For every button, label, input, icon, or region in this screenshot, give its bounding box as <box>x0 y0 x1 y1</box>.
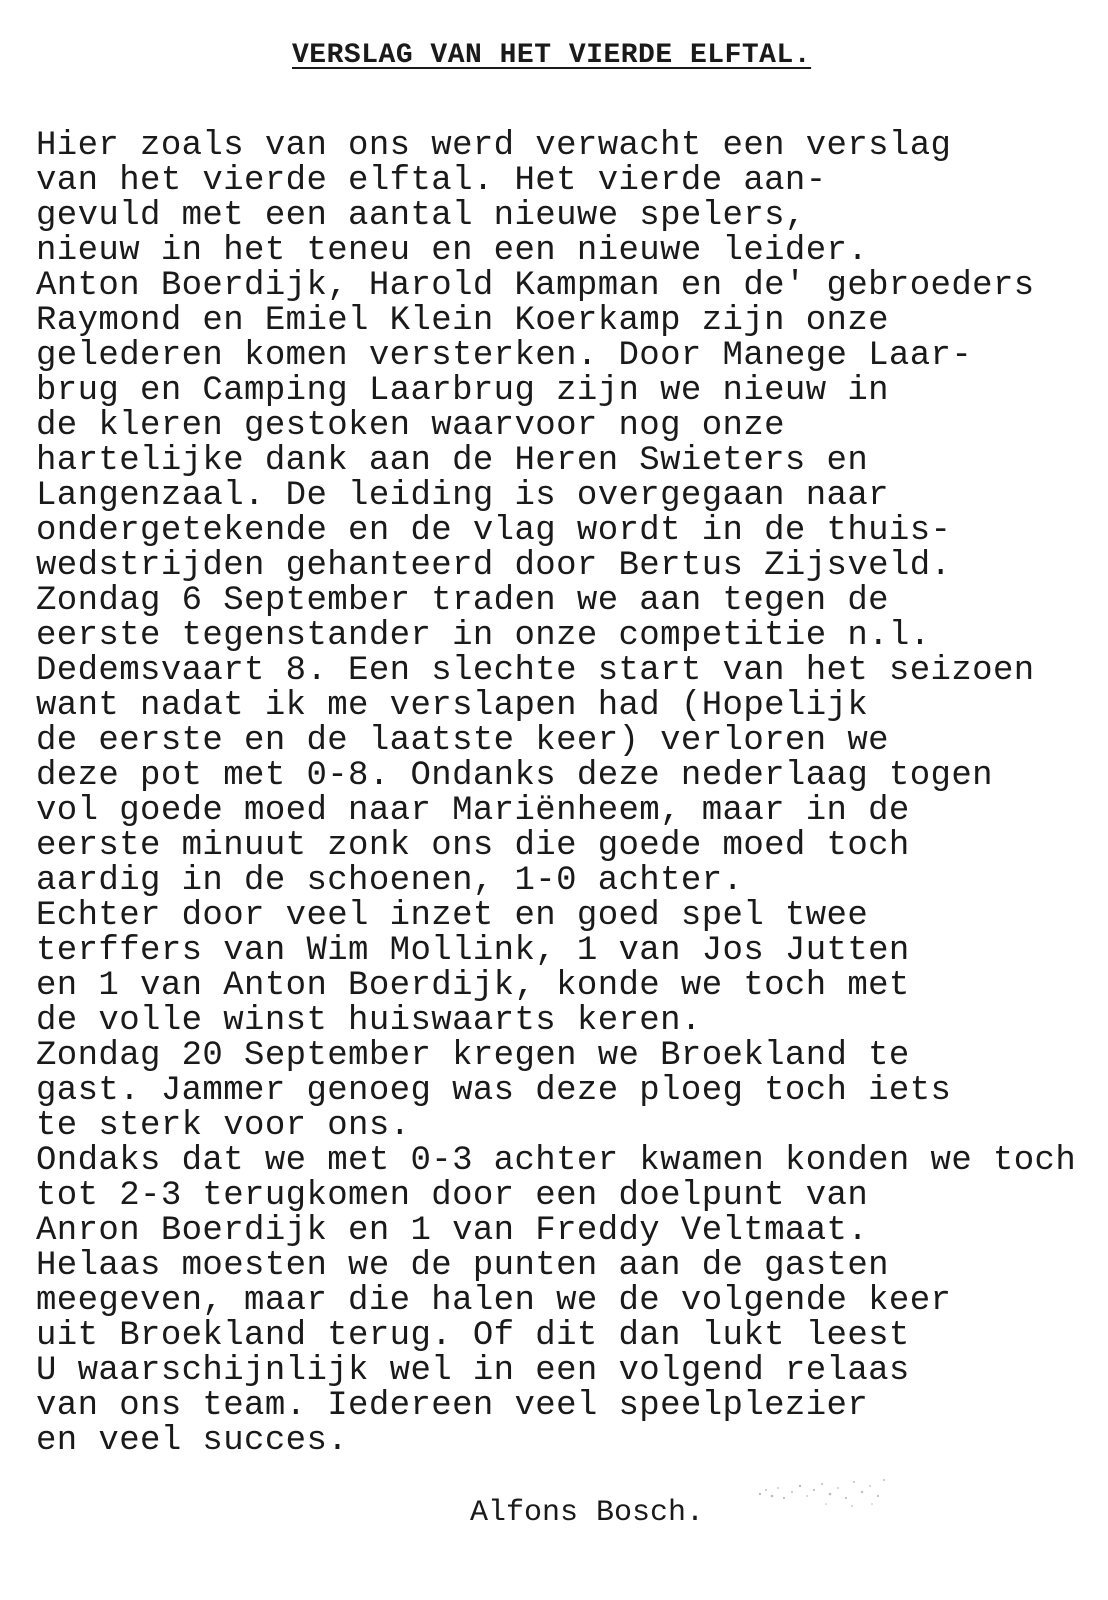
text-line: Anton Boerdijk, Harold Kampman en de' gebroeders <box>36 267 1035 305</box>
text-line: terffers van Wim Mollink, 1 van Jos Jutten <box>36 932 910 970</box>
text-line: Zondag 20 September kregen we Broekland te <box>36 1037 910 1075</box>
text-line: eerste minuut zonk ons die goede moed toch <box>36 827 910 865</box>
text-line: de volle winst huiswaarts keren. <box>36 1002 702 1040</box>
report-body <box>36 129 1096 1459</box>
text-line: de kleren gestoken waarvoor nog onze <box>36 407 785 445</box>
text-line: ondergetekende en de vlag wordt in de thuis- <box>36 512 952 550</box>
faint-stamp-mark <box>752 1474 892 1514</box>
text-line: gast. Jammer genoeg was deze ploeg toch iets <box>36 1072 952 1110</box>
text-line: Raymond en Emiel Klein Koerkamp zijn onze <box>36 302 889 340</box>
text-line: wedstrijden gehanteerd door Bertus Zijsveld. <box>36 547 952 585</box>
text-line: deze pot met 0-8. Ondanks deze nederlaag togen <box>36 757 993 795</box>
text-line: te sterk voor ons. <box>36 1107 411 1145</box>
text-line: vol goede moed naar Mariënheem, maar in de <box>36 792 910 830</box>
text-line: de eerste en de laatste keer) verloren we <box>36 722 889 760</box>
text-line: aardig in de schoenen, 1-0 achter. <box>36 862 744 900</box>
text-line: tot 2-3 terugkomen door een doelpunt van <box>36 1177 869 1215</box>
text-line: Echter door veel inzet en goed spel twee <box>36 897 869 935</box>
text-line: van ons team. Iedereen veel speelplezier <box>36 1387 869 1425</box>
document-title: VERSLAG VAN HET VIERDE ELFTAL. <box>292 40 812 71</box>
text-line: Dedemsvaart 8. Een slechte start van het seizoen <box>36 652 1035 690</box>
text-line: van het vierde elftal. Het vierde aan- <box>36 162 827 200</box>
signature: Alfons Bosch. <box>470 1496 705 1530</box>
text-line: brug en Camping Laarbrug zijn we nieuw in <box>36 372 889 410</box>
text-line: gelederen komen versterken. Door Manege Laar- <box>36 337 973 375</box>
text-line: U waarschijnlijk wel in een volgend relaas <box>36 1352 910 1390</box>
text-line: Hier zoals van ons werd verwacht een verslag <box>36 127 952 165</box>
text-line: Ondaks dat we met 0-3 achter kwamen konden we toch <box>36 1142 1077 1180</box>
text-line: nieuw in het teneu en een nieuwe leider. <box>36 232 869 270</box>
text-line: eerste tegenstander in onze competitie n.l. <box>36 617 931 655</box>
text-line: Helaas moesten we de punten aan de gasten <box>36 1247 889 1285</box>
text-line: Anron Boerdijk en 1 van Freddy Veltmaat. <box>36 1212 869 1250</box>
text-line: want nadat ik me verslapen had (Hopelijk <box>36 687 869 725</box>
text-line: gevuld met een aantal nieuwe spelers, <box>36 197 806 235</box>
text-line: hartelijke dank aan de Heren Swieters en <box>36 442 869 480</box>
text-line: uit Broekland terug. Of dit dan lukt leest <box>36 1317 910 1355</box>
text-line: Zondag 6 September traden we aan tegen de <box>36 582 889 620</box>
text-line: en 1 van Anton Boerdijk, konde we toch met <box>36 967 910 1005</box>
text-line: en veel succes. <box>36 1422 349 1460</box>
text-line: Langenzaal. De leiding is overgegaan naar <box>36 477 889 515</box>
text-line: meegeven, maar die halen we de volgende keer <box>36 1282 952 1320</box>
